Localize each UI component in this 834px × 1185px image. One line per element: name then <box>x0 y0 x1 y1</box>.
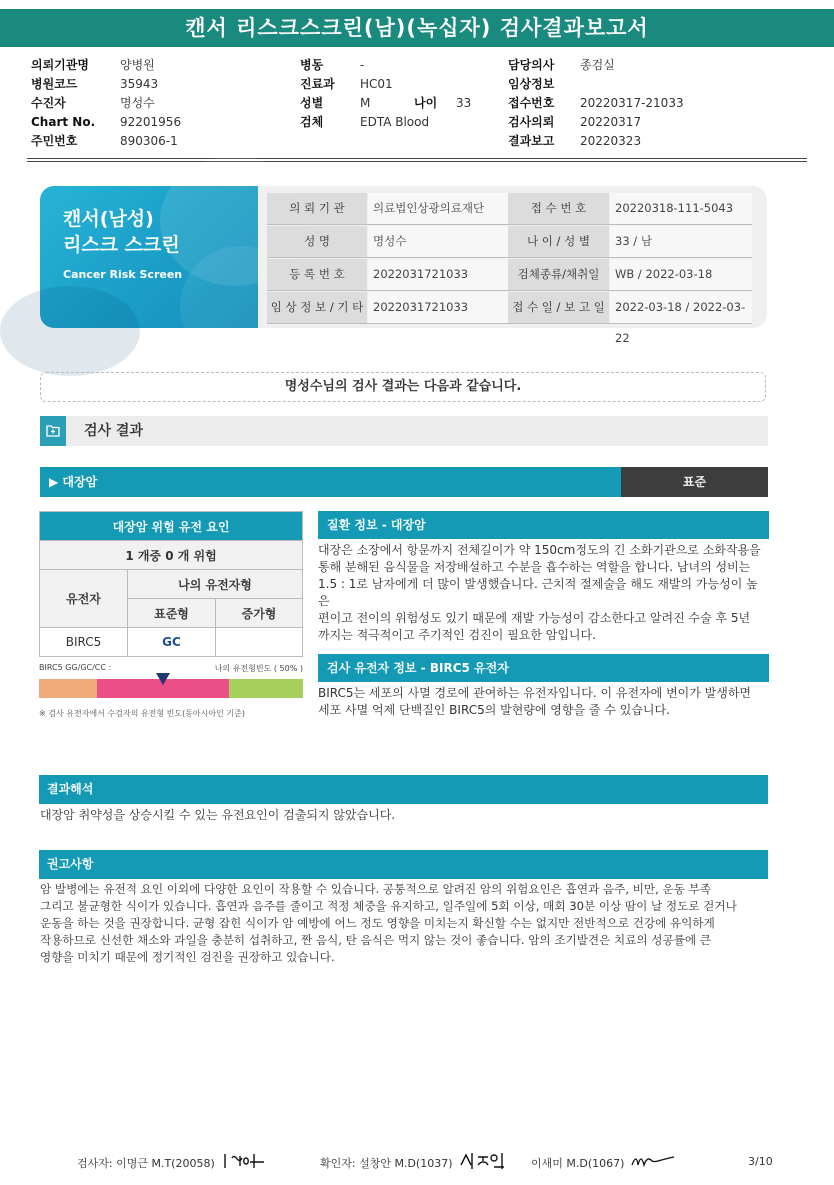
disease-info-header: 질환 정보 - 대장암 <box>318 511 769 539</box>
page-number: 3/10 <box>748 1155 773 1168</box>
greeting-box: 명성수님의 검사 결과는 다음과 같습니다. <box>40 372 766 402</box>
value-age: 33 <box>456 96 472 110</box>
gene-info-body: BIRC5는 세포의 사멸 경로에 관여하는 유전자입니다. 이 유전자에 변이가 발생하면 세포 사멸 억제 단백질인 BIRC5의 발현량에 영향을 줄 수 있습니다. <box>318 686 752 717</box>
doctor2-text: 이새미 M.D(1067) <box>531 1157 625 1170</box>
label-doctor: 담당의사 <box>508 58 555 72</box>
label-institution: 의뢰기관명 <box>31 58 89 72</box>
folder-plus-icon <box>40 416 66 446</box>
label-receipt-no: 접수번호 <box>508 96 555 110</box>
card-value: 2022-03-18 / 2022-03-22 <box>610 292 752 323</box>
label-report-date: 결과보고 <box>508 134 555 148</box>
label-age: 나이 <box>414 96 438 110</box>
cancer-status: 표준 <box>621 467 768 497</box>
card-row <box>267 292 752 345</box>
gene-info-header: 검사 유전자 정보 - BIRC5 유전자 <box>318 654 769 682</box>
card-value: 33 / 남 <box>610 226 752 257</box>
card-label: 성 명 <box>267 226 367 257</box>
card-value: WB / 2022-03-18 <box>610 259 752 290</box>
value-doctor: 종검실 <box>580 58 615 72</box>
label-chart-no: Chart No. <box>31 115 96 129</box>
confirmer-signature <box>458 1149 510 1173</box>
risk-segment-3 <box>229 679 303 698</box>
examiner-text: 검사자: 이명근 M.T(20058) <box>77 1157 215 1170</box>
report-title: 캔서 리스크스크린(남)(녹십자) 검사결과보고서 <box>0 9 834 47</box>
value-department: HC01 <box>360 77 393 91</box>
cancer-result-bar <box>40 467 768 497</box>
card-row <box>267 226 752 258</box>
header-col3 <box>508 56 684 151</box>
section-title: 검사 결과 <box>84 423 143 439</box>
genotype-col-header: 나의 유전자형 <box>128 570 303 599</box>
confirmer-text: 확인자: 설창안 M.D(1037) <box>320 1157 453 1170</box>
recommendation-body: 암 발병에는 유전적 요인 이외에 다양한 요인이 작용할 수 있습니다. 공통적으로 알려진 암의 위험요인은 흡연과 음주, 비만, 운동 부족 그리고 불균형한 식이가 있습니다. 흡연과 음주를 줄이고 적정 체중을 유지하고, 일주일에 5회 이상, 매회 30분 이상 땀이 날 정도로 걷거나 운동을 하는 것을 권장합니다. 균형 잡힌 식이가 암 예방에 어느 정도 영향을 미치는지 확신할 수는 없지만 전반적으로 건강에 유익하게 작용하므로 신선한 채소와 과일을 충분히 섭취하고, 짠 음식, 탄 음식은 먹지 않는 것이 좋습니다. 암의 조기발견은 치료의 성공률에 큰 영향을 미치기 때문에 정기적인 검진을 권장하고 있습니다. <box>40 882 737 964</box>
header-divider <box>27 158 807 162</box>
card-label: 검체종류/채취일 <box>508 259 609 290</box>
value-hospital-code: 35943 <box>120 77 159 91</box>
value-ward: - <box>360 58 365 72</box>
value-chart-no: 92201956 <box>120 115 182 129</box>
card-label: 접 수 번 호 <box>508 193 609 224</box>
label-sex: 성별 <box>300 96 324 110</box>
gene-name-cell: BIRC5 <box>40 628 128 657</box>
card-row <box>267 259 752 291</box>
standard-col-header: 표준형 <box>128 599 216 628</box>
increased-genotype-cell <box>216 628 303 657</box>
value-specimen: EDTA Blood <box>360 115 430 129</box>
risk-scale-left-label: BIRC5 GG/GC/CC : <box>39 663 112 672</box>
value-resident-no: 890306-1 <box>120 134 178 148</box>
risk-marker <box>156 673 170 685</box>
card-label: 등 록 번 호 <box>267 259 367 290</box>
card-banner <box>40 186 258 328</box>
card-value: 2022031721033 <box>368 292 508 323</box>
label-hospital-code: 병원코드 <box>31 77 78 91</box>
increased-col-header: 증가형 <box>216 599 303 628</box>
value-receipt-no: 20220317-21033 <box>580 96 684 110</box>
card-value: 의료법인상광의료재단 <box>368 193 508 224</box>
doctor2-signature <box>630 1153 676 1169</box>
cancer-name: ▶ 대장암 <box>40 467 621 497</box>
gene-table-summary: 1 개중 0 개 위험 <box>40 541 303 570</box>
card-label: 임 상 정 보 / 기 타 <box>267 292 367 323</box>
card-subtitle: Cancer Risk Screen <box>63 268 183 281</box>
gene-col-header: 유전자 <box>40 570 128 628</box>
disease-info-body: 대장은 소장에서 항문까지 전체길이가 약 150cm정도의 긴 소화기관으로 소화작용을 통해 분해된 음식물을 저장배설하고 수분을 흡수하는 역할을 합니다. 남녀의 성비는 1.5 : 1로 남자에게 더 많이 발생했습니다. 근치적 절제술을 해도 재발의 가능성이 높은 편이고 전이의 위험성도 있기 때문에 재발 가능성이 감소한다고 알려진 수술 후 5년 까지는 적극적이고 주기적인 검진이 필요한 암입니다. <box>318 543 761 642</box>
card-value: 2022031721033 <box>368 259 508 290</box>
label-patient: 수진자 <box>31 96 66 110</box>
gene-risk-table <box>39 511 303 657</box>
card-info-grid <box>267 193 752 345</box>
section-header <box>40 416 768 446</box>
examiner-signature <box>222 1150 270 1172</box>
standard-genotype-cell: GC <box>128 628 216 657</box>
header-col2 <box>300 56 471 132</box>
recommendation-header: 권고사항 <box>39 850 768 879</box>
interpretation-header: 결과해석 <box>39 775 768 804</box>
card-label: 나 이 / 성 별 <box>508 226 609 257</box>
summary-card <box>40 186 767 345</box>
risk-scale-note: ※ 검사 유전자에서 수검자의 유전형 빈도(동아시아인 기준) <box>39 709 245 718</box>
value-institution: 양병원 <box>120 58 155 72</box>
card-row <box>267 193 752 225</box>
value-patient: 명성수 <box>120 96 155 110</box>
risk-scale-bar <box>39 679 303 698</box>
header-col1 <box>31 56 181 151</box>
label-resident-no: 주민번호 <box>31 134 78 148</box>
label-clinical-info: 임상정보 <box>508 77 555 91</box>
risk-segment-1 <box>39 679 97 698</box>
interpretation-body: 대장암 취약성을 상승시킬 수 있는 유전요인이 검출되지 않았습니다. <box>40 808 396 822</box>
label-department: 진료과 <box>300 77 335 91</box>
card-label: 의 뢰 기 관 <box>267 193 367 224</box>
label-specimen: 검체 <box>300 115 324 129</box>
label-ward: 병동 <box>300 58 324 72</box>
label-request-date: 검사의뢰 <box>508 115 555 129</box>
card-title: 캔서(남성) 리스크 스크린 <box>63 208 180 256</box>
value-sex: M <box>360 96 371 110</box>
card-value: 명성수 <box>368 226 508 257</box>
value-request-date: 20220317 <box>580 115 642 129</box>
value-report-date: 20220323 <box>580 134 642 148</box>
card-value: 20220318-111-5043 <box>610 193 752 224</box>
gene-table-title: 대장암 위험 유전 요인 <box>40 512 303 541</box>
risk-scale-right-label: 나의 유전형빈도 ( 50% ) <box>214 664 303 673</box>
card-label: 접 수 일 / 보 고 일 <box>508 292 609 323</box>
